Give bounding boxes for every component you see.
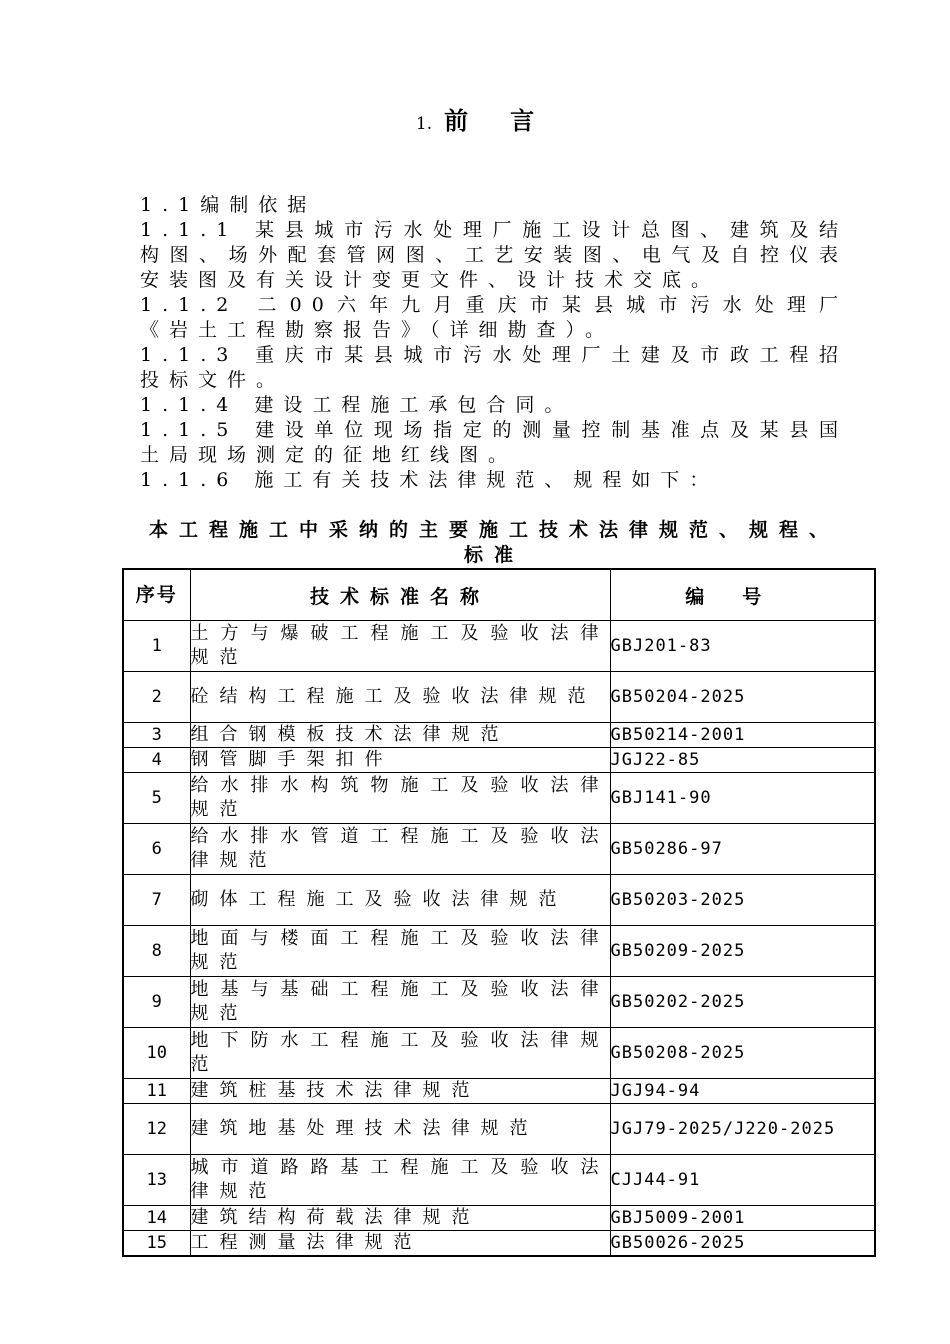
row-name: 工程测量法律规范 bbox=[190, 1231, 610, 1257]
row-code: CJJ44-91 bbox=[610, 1155, 875, 1206]
row-name: 给水排水构筑物施工及验收法律规范 bbox=[190, 773, 610, 824]
paragraph-1-1-1: 1.1.1 某县城市污水处理厂施工设计总图、建筑及结构图、场外配套管网图、工艺安装图、电气及自控仪表安装图及有关设计变更文件、设计技术交底。 bbox=[140, 219, 848, 291]
standards-table bbox=[122, 568, 876, 1257]
table-row bbox=[123, 1231, 875, 1257]
row-name: 建筑结构荷载法律规范 bbox=[190, 1206, 610, 1231]
table-row bbox=[123, 1104, 875, 1155]
row-no: 15 bbox=[123, 1231, 190, 1257]
row-code: GB50214-2001 bbox=[610, 723, 875, 748]
row-no: 8 bbox=[123, 926, 190, 977]
table-row bbox=[123, 875, 875, 926]
table-row bbox=[123, 773, 875, 824]
row-code: GB50286-97 bbox=[610, 824, 875, 875]
paragraph-1-1: 1.1编制依据 bbox=[140, 194, 317, 216]
row-name: 地面与楼面工程施工及验收法律规范 bbox=[190, 926, 610, 977]
table-row bbox=[123, 1155, 875, 1206]
header-no: 序号 bbox=[123, 569, 190, 621]
paragraph-1-1-5: 1.1.5 建设单位现场指定的测量控制基准点及某县国土局现场测定的征地红线图。 bbox=[140, 419, 848, 466]
row-code: GB50208-2025 bbox=[610, 1028, 875, 1079]
row-code: GBJ141-90 bbox=[610, 773, 875, 824]
row-name: 土方与爆破工程施工及验收法律规范 bbox=[190, 621, 610, 672]
row-code: JGJ22-85 bbox=[610, 748, 875, 773]
table-row bbox=[123, 621, 875, 672]
table-row bbox=[123, 748, 875, 773]
row-no: 14 bbox=[123, 1206, 190, 1231]
row-no: 7 bbox=[123, 875, 190, 926]
row-name: 地基与基础工程施工及验收法律规范 bbox=[190, 977, 610, 1028]
row-name: 建筑桩基技术法律规范 bbox=[190, 1079, 610, 1104]
row-code: JGJ79-2025/J220-2025 bbox=[610, 1104, 875, 1155]
row-name: 地下防水工程施工及验收法律规范 bbox=[190, 1028, 610, 1079]
row-code: GB50209-2025 bbox=[610, 926, 875, 977]
row-name: 砼结构工程施工及验收法律规范 bbox=[190, 672, 610, 723]
row-no: 3 bbox=[123, 723, 190, 748]
table-row bbox=[123, 672, 875, 723]
row-no: 11 bbox=[123, 1079, 190, 1104]
heading-number: 1. bbox=[415, 114, 433, 134]
table-row bbox=[123, 824, 875, 875]
row-code: GBJ201-83 bbox=[610, 621, 875, 672]
row-no: 4 bbox=[123, 748, 190, 773]
row-code: GB50202-2025 bbox=[610, 977, 875, 1028]
row-name: 砌体工程施工及验收法律规范 bbox=[190, 875, 610, 926]
row-name: 建筑地基处理技术法律规范 bbox=[190, 1104, 610, 1155]
table-title: 本工程施工中采纳的主要施工技术法律规范、规程、标准 bbox=[148, 519, 839, 566]
table-row bbox=[123, 723, 875, 748]
row-name: 城市道路路基工程施工及验收法律规范 bbox=[190, 1155, 610, 1206]
table-row bbox=[123, 977, 875, 1028]
table-row bbox=[123, 1028, 875, 1079]
row-name: 钢管脚手架扣件 bbox=[190, 748, 610, 773]
paragraph-1-1-6: 1.1.6 施工有关技术法律规范、规程如下： bbox=[140, 469, 719, 491]
row-no: 6 bbox=[123, 824, 190, 875]
header-name: 技术标准名称 bbox=[190, 569, 610, 621]
row-no: 10 bbox=[123, 1028, 190, 1079]
table-row bbox=[123, 1079, 875, 1104]
paragraph-1-1-4: 1.1.4 建设工程施工承包合同。 bbox=[140, 394, 574, 416]
paragraph-1-1-2: 1.1.2 二00六年九月重庆市某县城市污水处理厂《岩土工程勘察报告》（详细勘查）。 bbox=[140, 294, 848, 341]
table-header-row bbox=[123, 569, 875, 621]
row-code: GB50204-2025 bbox=[610, 672, 875, 723]
row-no: 13 bbox=[123, 1155, 190, 1206]
row-no: 1 bbox=[123, 621, 190, 672]
row-no: 2 bbox=[123, 672, 190, 723]
row-name: 给水排水管道工程施工及验收法律规范 bbox=[190, 824, 610, 875]
paragraph-1-1-3: 1.1.3 重庆市某县城市污水处理厂土建及市政工程招投标文件。 bbox=[140, 344, 848, 391]
table-row bbox=[123, 1206, 875, 1231]
body-text bbox=[140, 193, 848, 493]
row-no: 5 bbox=[123, 773, 190, 824]
row-code: GB50203-2025 bbox=[610, 875, 875, 926]
page-title bbox=[0, 104, 950, 141]
table-row bbox=[123, 926, 875, 977]
heading-word: 前言 bbox=[444, 106, 577, 135]
row-name: 组合钢模板技术法律规范 bbox=[190, 723, 610, 748]
header-code: 编号 bbox=[610, 569, 875, 621]
row-code: GB50026-2025 bbox=[610, 1231, 875, 1257]
row-no: 12 bbox=[123, 1104, 190, 1155]
row-code: GBJ5009-2001 bbox=[610, 1206, 875, 1231]
row-no: 9 bbox=[123, 977, 190, 1028]
row-code: JGJ94-94 bbox=[610, 1079, 875, 1104]
